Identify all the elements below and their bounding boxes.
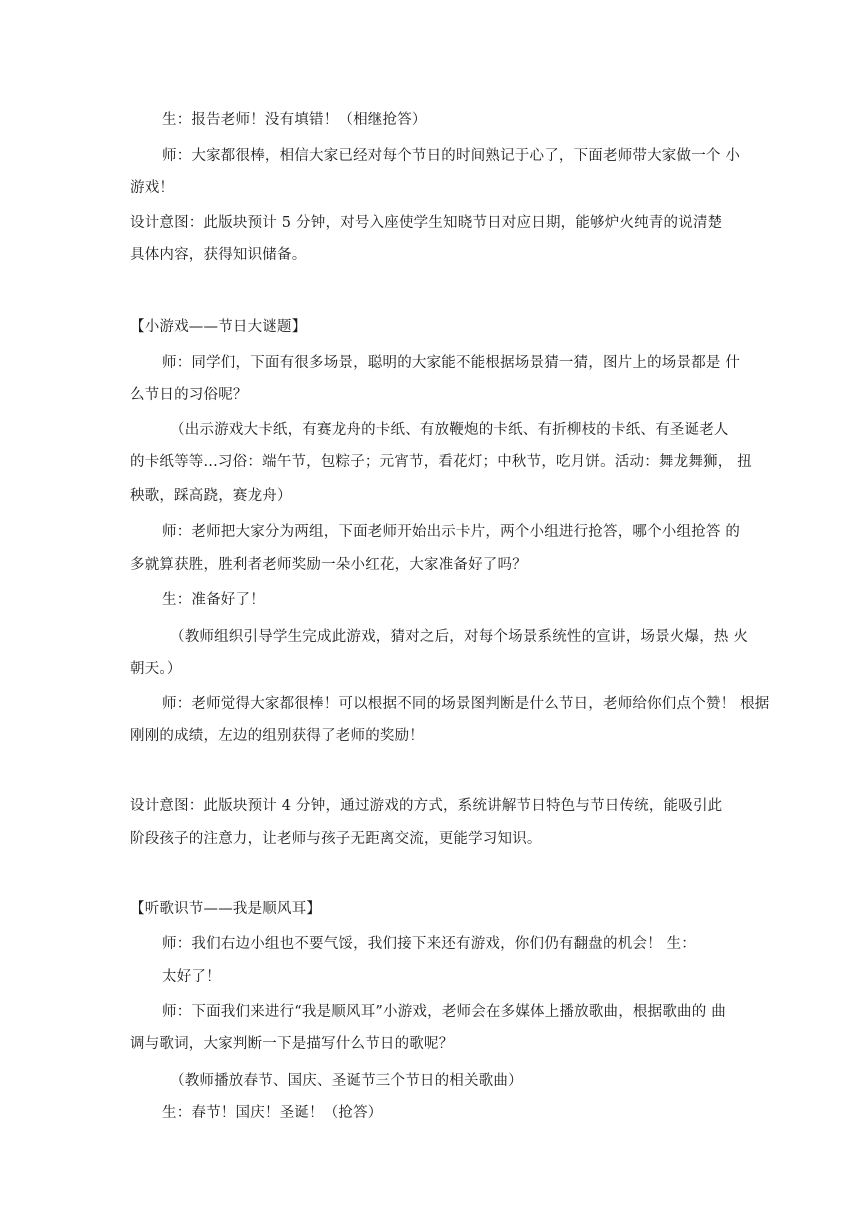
- text-line: 具体内容，获得知识储备。: [130, 247, 307, 263]
- text-line: 的卡纸等等...习俗：端午节，包粽子；元宵节，看花灯；中秋节，吃月饼。活动：舞龙舞狮， 扭: [130, 454, 752, 470]
- text-line: （出示游戏大卡纸，有赛龙舟的卡纸、有放鞭炮的卡纸、有折柳枝的卡纸、有圣诞老人: [170, 422, 729, 438]
- text-line: 师：大家都很棒，相信大家已经对每个节日的时间熟记于心了，下面老师带大家做一个 小: [162, 148, 741, 164]
- text-line: 生：准备好了！: [162, 592, 265, 608]
- text-line: 设计意图：此版块预计 5 分钟，对号入座使学生知晓节日对应日期，能够炉火纯青的说清楚: [130, 215, 723, 231]
- text-line: 朝天。）: [130, 661, 182, 677]
- section-heading: 【听歌识节——我是顺风耳】: [130, 901, 322, 917]
- text-line: 师：老师觉得大家都很棒！可以根据不同的场景图判断是什么节日，老师给你们点个赞！ 根据: [162, 696, 770, 712]
- text-line: （教师组织引导学生完成此游戏，猜对之后，对每个场景系统性的宣讲，场景火爆，热 火: [170, 629, 749, 645]
- text-line: 刚刚的成绩，左边的组别获得了老师的奖励！: [130, 728, 424, 744]
- text-line: 生：报告老师！没有填错！（相继抢答）: [162, 112, 427, 128]
- text-line: 生：春节！国庆！圣诞！（抢答）: [162, 1105, 383, 1121]
- text-line: 秧歌，踩高跷，赛龙舟）: [130, 488, 292, 504]
- section-heading: 【小游戏——节日大谜题】: [130, 319, 307, 335]
- text-line: 游戏！: [130, 180, 175, 196]
- text-line: 师：老师把大家分为两组，下面老师开始出示卡片，两个小组进行抢答，哪个小组抢答 的: [162, 524, 741, 540]
- text-line: 师：同学们，下面有很多场景，聪明的大家能不能根据场景猜一猜，图片上的场景都是 什: [162, 355, 741, 371]
- text-line: 太好了！: [162, 969, 221, 985]
- text-line: 么节日的习俗呢？: [130, 387, 248, 403]
- text-line: 师：我们右边小组也不要气馁，我们接下来还有游戏，你们仍有翻盘的机会！ 生：: [162, 936, 697, 952]
- text-line: 阶段孩子的注意力，让老师与孩子无距离交流，更能学习知识。: [130, 831, 542, 847]
- text-line: 师：下面我们来进行“我是顺风耳”小游戏，老师会在多媒体上播放歌曲，根据歌曲的 曲: [162, 1004, 726, 1020]
- text-line: 设计意图：此版块预计 4 分钟，通过游戏的方式，系统讲解节日特色与节日传统，能吸引此: [130, 798, 723, 814]
- text-line: 调与歌词，大家判断一下是描写什么节日的歌呢？: [130, 1036, 454, 1052]
- text-line: 多就算获胜，胜利者老师奖励一朵小红花，大家准备好了吗？: [130, 557, 527, 573]
- text-line: （教师播放春节、国庆、圣诞节三个节日的相关歌曲）: [170, 1073, 523, 1089]
